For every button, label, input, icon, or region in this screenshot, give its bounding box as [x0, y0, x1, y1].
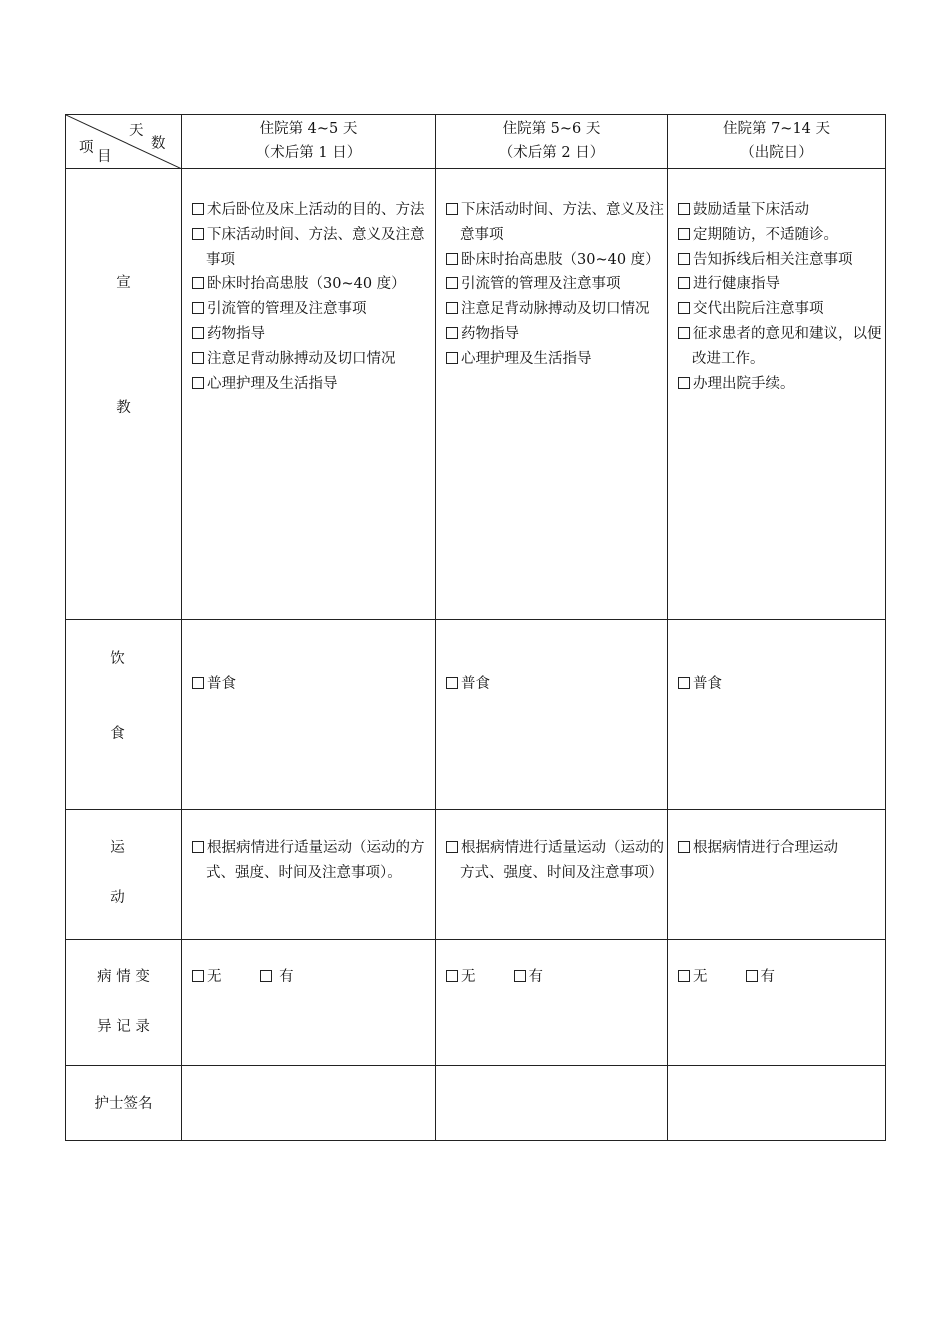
exercise-col2 — [436, 810, 668, 940]
list-item: 药物指导 — [446, 322, 665, 347]
checkbox[interactable] — [446, 277, 458, 289]
list-item: 下床活动时间、方法、意义及注意事项 — [446, 198, 665, 248]
exercise-col3 — [668, 810, 886, 940]
list-item: 引流管的管理及注意事项 — [192, 297, 433, 322]
column-header-day-4-5 — [182, 115, 436, 169]
column-header-subtitle: （术后第 2 日） — [498, 145, 605, 161]
checkbox[interactable] — [678, 203, 690, 215]
exercise-col1 — [182, 810, 436, 940]
column-header-title: 住院第 5~6 天 — [502, 121, 601, 137]
checkbox[interactable] — [446, 253, 458, 265]
exercise-row — [66, 810, 886, 940]
list-item: 普食 — [678, 672, 883, 697]
corner-days-char2: 数 — [151, 136, 166, 152]
exercise-label-char1: 运 — [110, 840, 125, 856]
education-col3 — [668, 169, 886, 620]
diet-label-char1: 饮 — [110, 651, 125, 667]
education-label — [66, 169, 182, 620]
checkbox[interactable] — [678, 841, 690, 853]
column-header-subtitle: （术后第 1 日） — [255, 145, 362, 161]
diet-label — [66, 620, 182, 810]
variation-none-option[interactable]: 无 — [678, 965, 708, 990]
diet-label-char2: 食 — [110, 726, 125, 742]
education-label-char2: 教 — [116, 400, 131, 416]
list-item: 普食 — [192, 672, 433, 697]
checkbox[interactable] — [678, 228, 690, 240]
list-item: 根据病情进行合理运动 — [678, 836, 883, 861]
list-item: 征求患者的意见和建议，以便改进工作。 — [678, 322, 883, 372]
checkbox[interactable] — [514, 970, 526, 982]
checkbox[interactable] — [192, 677, 204, 689]
list-item: 根据病情进行适量运动（运动的方式、强度、时间及注意事项）。 — [192, 836, 433, 886]
checkbox[interactable] — [446, 203, 458, 215]
diet-col1 — [182, 620, 436, 810]
checkbox[interactable] — [678, 377, 690, 389]
variation-yes-option[interactable]: 有 — [260, 965, 294, 990]
checkbox[interactable] — [446, 970, 458, 982]
list-item: 心理护理及生活指导 — [446, 347, 665, 372]
list-item: 鼓励适量下床活动 — [678, 198, 883, 223]
corner-cell — [66, 115, 182, 169]
checkbox[interactable] — [192, 228, 204, 240]
column-header-title: 住院第 7~14 天 — [722, 121, 831, 137]
signature-col3[interactable] — [668, 1066, 886, 1141]
column-header-title: 住院第 4~5 天 — [259, 121, 358, 137]
checkbox[interactable] — [678, 277, 690, 289]
header-row — [66, 115, 886, 169]
checkbox[interactable] — [192, 377, 204, 389]
list-item: 卧床时抬高患肢（30~40 度） — [192, 272, 433, 297]
checkbox[interactable] — [678, 253, 690, 265]
list-item: 办理出院手续。 — [678, 372, 883, 397]
checkbox[interactable] — [678, 677, 690, 689]
list-item: 进行健康指导 — [678, 272, 883, 297]
list-item: 注意足背动脉搏动及切口情况 — [192, 347, 433, 372]
checkbox[interactable] — [192, 277, 204, 289]
list-item: 下床活动时间、方法、意义及注意事项 — [192, 223, 433, 273]
variation-yes-option[interactable]: 有 — [514, 965, 544, 990]
list-item: 引流管的管理及注意事项 — [446, 272, 665, 297]
nursing-pathway-table — [65, 114, 886, 1141]
column-header-subtitle: （出院日） — [740, 145, 813, 161]
variation-label-line1: 病 情 变 — [97, 969, 150, 985]
checkbox[interactable] — [678, 302, 690, 314]
diet-col2 — [436, 620, 668, 810]
education-label-char1: 宣 — [116, 275, 131, 291]
list-item: 交代出院后注意事项 — [678, 297, 883, 322]
checkbox[interactable] — [192, 327, 204, 339]
list-item: 药物指导 — [192, 322, 433, 347]
checkbox[interactable] — [678, 327, 690, 339]
education-row — [66, 169, 886, 620]
checkbox[interactable] — [446, 352, 458, 364]
list-item: 术后卧位及床上活动的目的、方法 — [192, 198, 433, 223]
list-item: 心理护理及生活指导 — [192, 372, 433, 397]
variation-row — [66, 940, 886, 1066]
checkbox[interactable] — [446, 302, 458, 314]
checkbox[interactable] — [746, 970, 758, 982]
checkbox[interactable] — [446, 327, 458, 339]
variation-label-line2: 异 记 录 — [97, 1019, 150, 1035]
list-item: 普食 — [446, 672, 665, 697]
checkbox[interactable] — [260, 970, 272, 982]
signature-row — [66, 1066, 886, 1141]
list-item: 根据病情进行适量运动（运动的方式、强度、时间及注意事项） — [446, 836, 665, 886]
education-col1 — [182, 169, 436, 620]
variation-yes-option[interactable]: 有 — [746, 965, 776, 990]
list-item: 告知拆线后相关注意事项 — [678, 248, 883, 273]
variation-label — [66, 940, 182, 1066]
corner-item-char1: 项 — [79, 140, 94, 156]
column-header-day-7-14 — [668, 115, 886, 169]
checkbox[interactable] — [192, 203, 204, 215]
checkbox[interactable] — [192, 302, 204, 314]
checkbox[interactable] — [678, 970, 690, 982]
checkbox[interactable] — [446, 677, 458, 689]
variation-col1 — [182, 940, 436, 1066]
diet-col3 — [668, 620, 886, 810]
diet-row — [66, 620, 886, 810]
signature-col1[interactable] — [182, 1066, 436, 1141]
signature-col2[interactable] — [436, 1066, 668, 1141]
education-col2 — [436, 169, 668, 620]
signature-label-text: 护士签名 — [94, 1096, 153, 1112]
variation-none-option[interactable]: 无 — [192, 965, 222, 990]
checkbox[interactable] — [192, 970, 204, 982]
column-header-day-5-6 — [436, 115, 668, 169]
checkbox[interactable] — [446, 841, 458, 853]
exercise-label — [66, 810, 182, 940]
variation-col2 — [436, 940, 668, 1066]
variation-none-option[interactable]: 无 — [446, 965, 476, 990]
signature-label — [66, 1066, 182, 1141]
corner-days-char1: 天 — [129, 123, 144, 139]
list-item: 定期随访，不适随诊。 — [678, 223, 883, 248]
checkbox[interactable] — [192, 841, 204, 853]
list-item: 注意足背动脉搏动及切口情况 — [446, 297, 665, 322]
variation-col3 — [668, 940, 886, 1066]
checkbox[interactable] — [192, 352, 204, 364]
exercise-label-char2: 动 — [110, 890, 125, 906]
corner-item-char2: 目 — [97, 149, 112, 165]
list-item: 卧床时抬高患肢（30~40 度） — [446, 248, 665, 273]
